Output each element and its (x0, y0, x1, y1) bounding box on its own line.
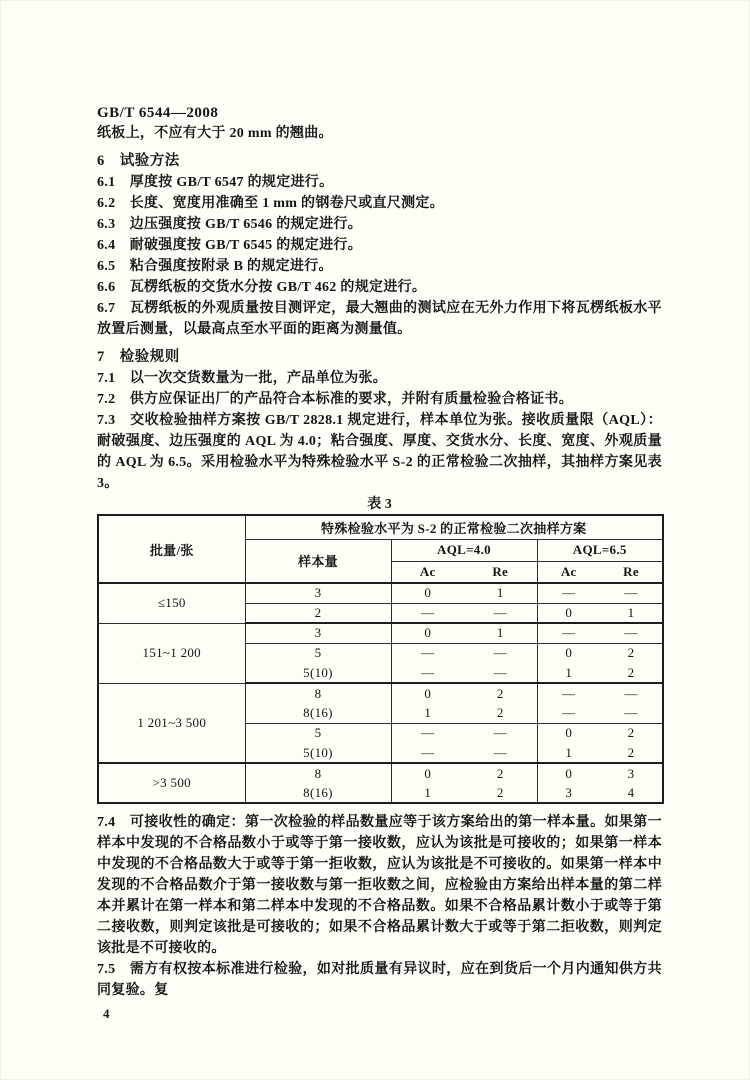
cell-sample-size: 5(10) (245, 663, 391, 683)
cell-ac: 3 (565, 784, 573, 800)
col-header-plan-title: 特殊检验水平为 S-2 的正常检验二次抽样方案 (245, 515, 663, 539)
standard-number-header: GB/T 6544—2008 (97, 105, 219, 121)
cell-ac: — (537, 583, 600, 603)
cell-re: 2 (600, 743, 663, 763)
para-7-3: 7.3 交收检验抽样方案按 GB/T 2828.1 规定进行，样本单位为张。接收质量限（AQL）：耐破强度、边压强度的 AQL 为 4.0；粘合强度、厚度、交货水分、长度、宽度、外观质量的 AQL 为 6.5。采用检验水平为特殊检验水平 S-2 的正常检验二次抽样，其抽样方案见表 3。 (97, 413, 662, 491)
cell-re: 2 (464, 683, 537, 703)
table-row (98, 583, 663, 603)
cell-re: 2 (627, 645, 635, 661)
cell-re: 2 (464, 703, 537, 723)
cell-lot-range: 151~1 200 (98, 623, 245, 683)
cell-lot-range: 1 201~3 500 (98, 683, 245, 763)
cell-sample-size: 3 (245, 623, 391, 643)
cell-sample-size: 5(10) (245, 743, 391, 763)
para-carryover: 纸板上，不应有大于 20 mm 的翘曲。 (97, 126, 333, 141)
page-number: 4 (103, 1006, 110, 1021)
cell-ac: 0 (424, 765, 432, 781)
para-6-2: 6.2 长度、宽度用准确至 1 mm 的钢卷尺或直尺测定。 (97, 196, 445, 211)
cell-ac: 1 (391, 703, 464, 723)
col-header-sample-size: 样本量 (245, 539, 391, 583)
para-6-4: 6.4 耐破强度按 GB/T 6545 的规定进行。 (97, 238, 363, 253)
cell-re: — (464, 663, 537, 683)
para-6-3: 6.3 边压强度按 GB/T 6546 的规定进行。 (97, 217, 363, 232)
col-header-ac-2: Ac (537, 561, 600, 583)
cell-ac: — (537, 623, 600, 643)
para-6-5: 6.5 粘合强度按附录 B 的规定进行。 (97, 259, 333, 274)
col-header-ac-1: Ac (391, 561, 464, 583)
section-6-heading: 6 试验方法 (97, 153, 180, 169)
cell-ac: 0 (537, 603, 600, 623)
cell-re: 2 (600, 663, 663, 683)
cell-re: — (464, 723, 537, 743)
table-row (98, 763, 663, 783)
cell-ac: — (391, 663, 464, 683)
cell-ac: 0 (565, 645, 573, 661)
col-header-aql-6-5: AQL=6.5 (537, 539, 663, 561)
cell-ac: — (421, 645, 435, 661)
cell-sample-size: 3 (245, 583, 391, 603)
cell-lot-range: >3 500 (98, 763, 245, 803)
cell-re: — (464, 603, 537, 623)
cell-sample-size: 8 (245, 683, 391, 703)
cell-ac: 1 (537, 743, 600, 763)
cell-re: 2 (464, 783, 537, 803)
cell-ac: — (391, 743, 464, 763)
col-header-re-2: Re (600, 561, 663, 583)
para-7-2: 7.2 供方应保证出厂的产品符合本标准的要求，并附有质量检验合格证书。 (97, 392, 573, 407)
table-3-caption: 表 3 (367, 497, 392, 512)
cell-ac: 0 (565, 765, 573, 781)
cell-ac: 0 (424, 685, 432, 701)
table-row (98, 623, 663, 643)
cell-ac: 1 (424, 784, 432, 800)
cell-re: 4 (627, 784, 635, 800)
col-header-re-1: Re (464, 561, 537, 583)
section-7-heading: 7 检验规则 (97, 349, 180, 365)
cell-sample-size: 8 (245, 763, 391, 783)
cell-re: 3 (627, 765, 635, 781)
col-header-aql-4-0: AQL=4.0 (391, 539, 537, 561)
cell-re: 1 (464, 623, 537, 643)
cell-re: — (600, 703, 663, 723)
cell-ac: — (537, 703, 600, 723)
cell-sample-size: 2 (245, 603, 391, 623)
cell-re: 2 (464, 763, 537, 783)
cell-sample-size: 5 (245, 643, 391, 663)
para-7-5: 7.5 需方有权按本标准进行检验，如对批质量有异议时，应在到货后一个月内通知供方共同复验。复 (97, 962, 662, 998)
page-content (97, 0, 662, 1022)
cell-ac: — (562, 685, 576, 701)
cell-ac: 0 (391, 623, 464, 643)
para-6-6: 6.6 瓦楞纸板的交货水分按 GB/T 462 的规定进行。 (97, 280, 427, 295)
para-7-4: 7.4 可接收性的确定：第一次检验的样品数量应等于该方案给出的第一样本量。如果第一样本中发现的不合格品数小于或等于第一接收数，应认为该批是可接收的；如果第一样本中发现的不合格品数大于或等于第一拒收数，应认为该批是不可接收的。如果第一样本中发现的不合格品数介于第一接收数与第一拒收数之间，应检验由方案给出样本量的第二样本并累计在第一样本和第二样本中发现的不合格品数。如果不合格品累计数小于或等于第二接收数，则判定该批是可接收的；如果不合格品累计数大于或等于第二拒收数，则判定该批是不可接收的。 (97, 815, 662, 956)
cell-re: 2 (627, 725, 635, 741)
cell-re: 1 (600, 603, 663, 623)
col-header-lot: 批量/张 (98, 515, 245, 583)
cell-ac: — (391, 603, 464, 623)
cell-ac: 0 (565, 725, 573, 741)
para-7-1: 7.1 以一次交货数量为一批，产品单位为张。 (97, 371, 388, 386)
cell-ac: 1 (537, 663, 600, 683)
cell-ac: 0 (391, 583, 464, 603)
cell-re: 1 (464, 583, 537, 603)
para-6-1: 6.1 厚度按 GB/T 6547 的规定进行。 (97, 175, 334, 190)
cell-sample-size: 8(16) (245, 783, 391, 803)
table-3-sampling-plan (97, 514, 664, 804)
para-6-7: 6.7 瓦楞纸板的外观质量按目测评定，最大翘曲的测试应在无外力作用下将瓦楞纸板水平放置后测量，以最高点至水平面的距离为测量值。 (97, 301, 662, 337)
cell-sample-size: 8(16) (245, 703, 391, 723)
cell-re: — (600, 623, 663, 643)
cell-sample-size: 5 (245, 723, 391, 743)
table-row (98, 683, 663, 703)
cell-re: — (624, 685, 638, 701)
cell-re: — (464, 643, 537, 663)
cell-re: — (464, 743, 537, 763)
cell-lot-range: ≤150 (98, 583, 245, 623)
cell-ac: — (421, 725, 435, 741)
cell-re: — (600, 583, 663, 603)
